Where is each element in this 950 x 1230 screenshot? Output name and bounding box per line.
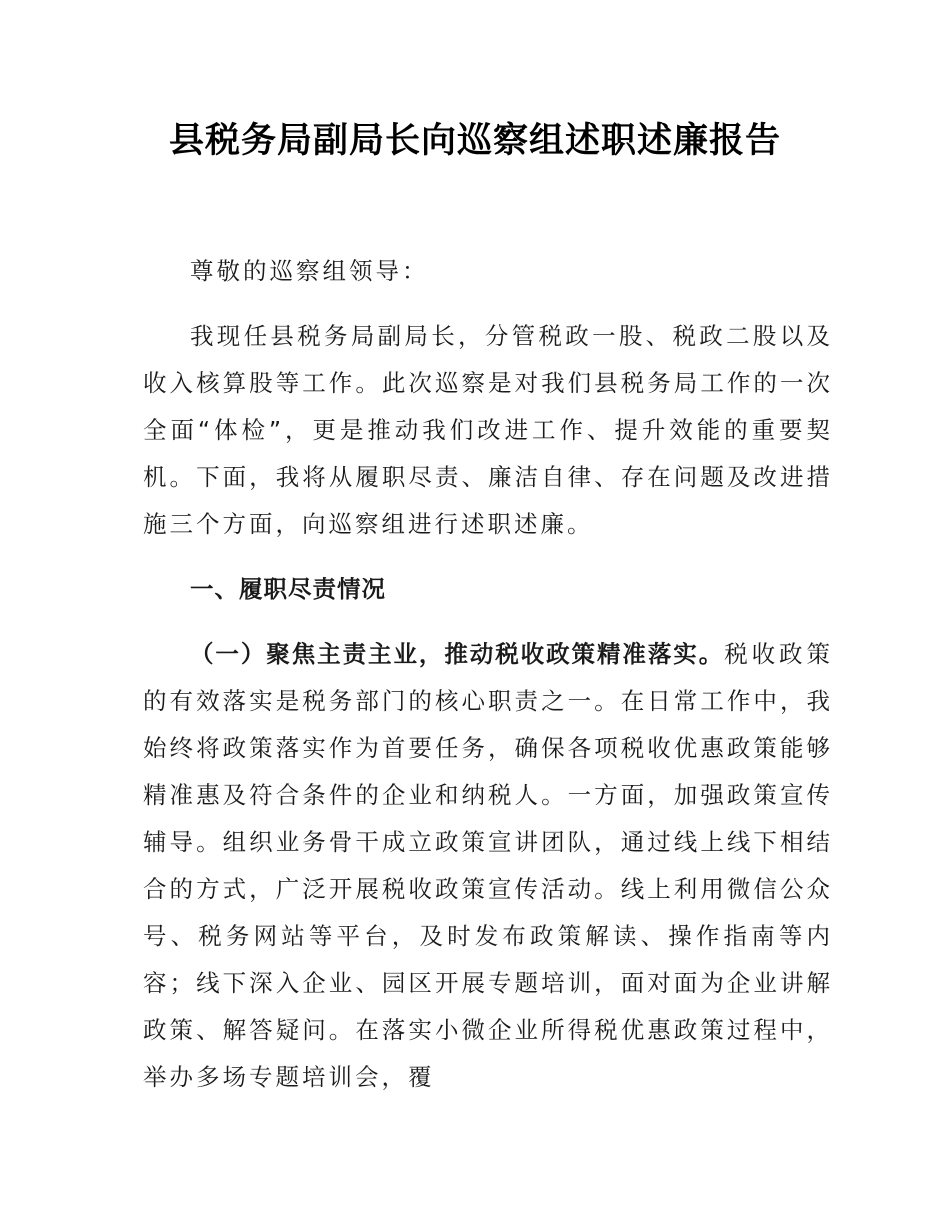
intro-paragraph: 我现任县税务局副局长，分管税政一股、税政二股以及收入核算股等工作。此次巡察是对我们县税务局工作的一次全面“体检”，更是推动我们改进工作、提升效能的重要契机。下面，我将从履职尽责、廉洁自律、存在问题及改进措施三个方面，向巡察组进行述职述廉。 bbox=[143, 322, 833, 538]
subsection-heading: （一）聚焦主责主业，推动税收政策精准落实。 bbox=[190, 640, 725, 668]
document-body bbox=[143, 248, 833, 1119]
salutation: 尊敬的巡察组领导： bbox=[190, 257, 429, 285]
subsection-body: 税收政策的有效落实是税务部门的核心职责之一。在日常工作中，我始终将政策落实作为首要任务，确保各项税收优惠政策能够精准惠及符合条件的企业和纳税人。一方面，加强政策宣传辅导。组织业务骨干成立政策宣讲团队，通过线上线下相结合的方式，广泛开展税收政策宣传活动。线上利用微信公众号、税务网站等平台，及时发布政策解读、操作指南等内容；线下深入企业、园区开展专题培训，面对面为企业讲解政策、解答疑问。在落实小微企业所得税优惠政策过程中，举办多场专题培训会，覆 bbox=[143, 640, 833, 1091]
section-heading: 一、履职尽责情况 bbox=[190, 575, 386, 603]
document-title: 县税务局副局长向巡察组述职述廉报告 bbox=[168, 120, 781, 161]
body-paragraph bbox=[143, 631, 833, 1101]
